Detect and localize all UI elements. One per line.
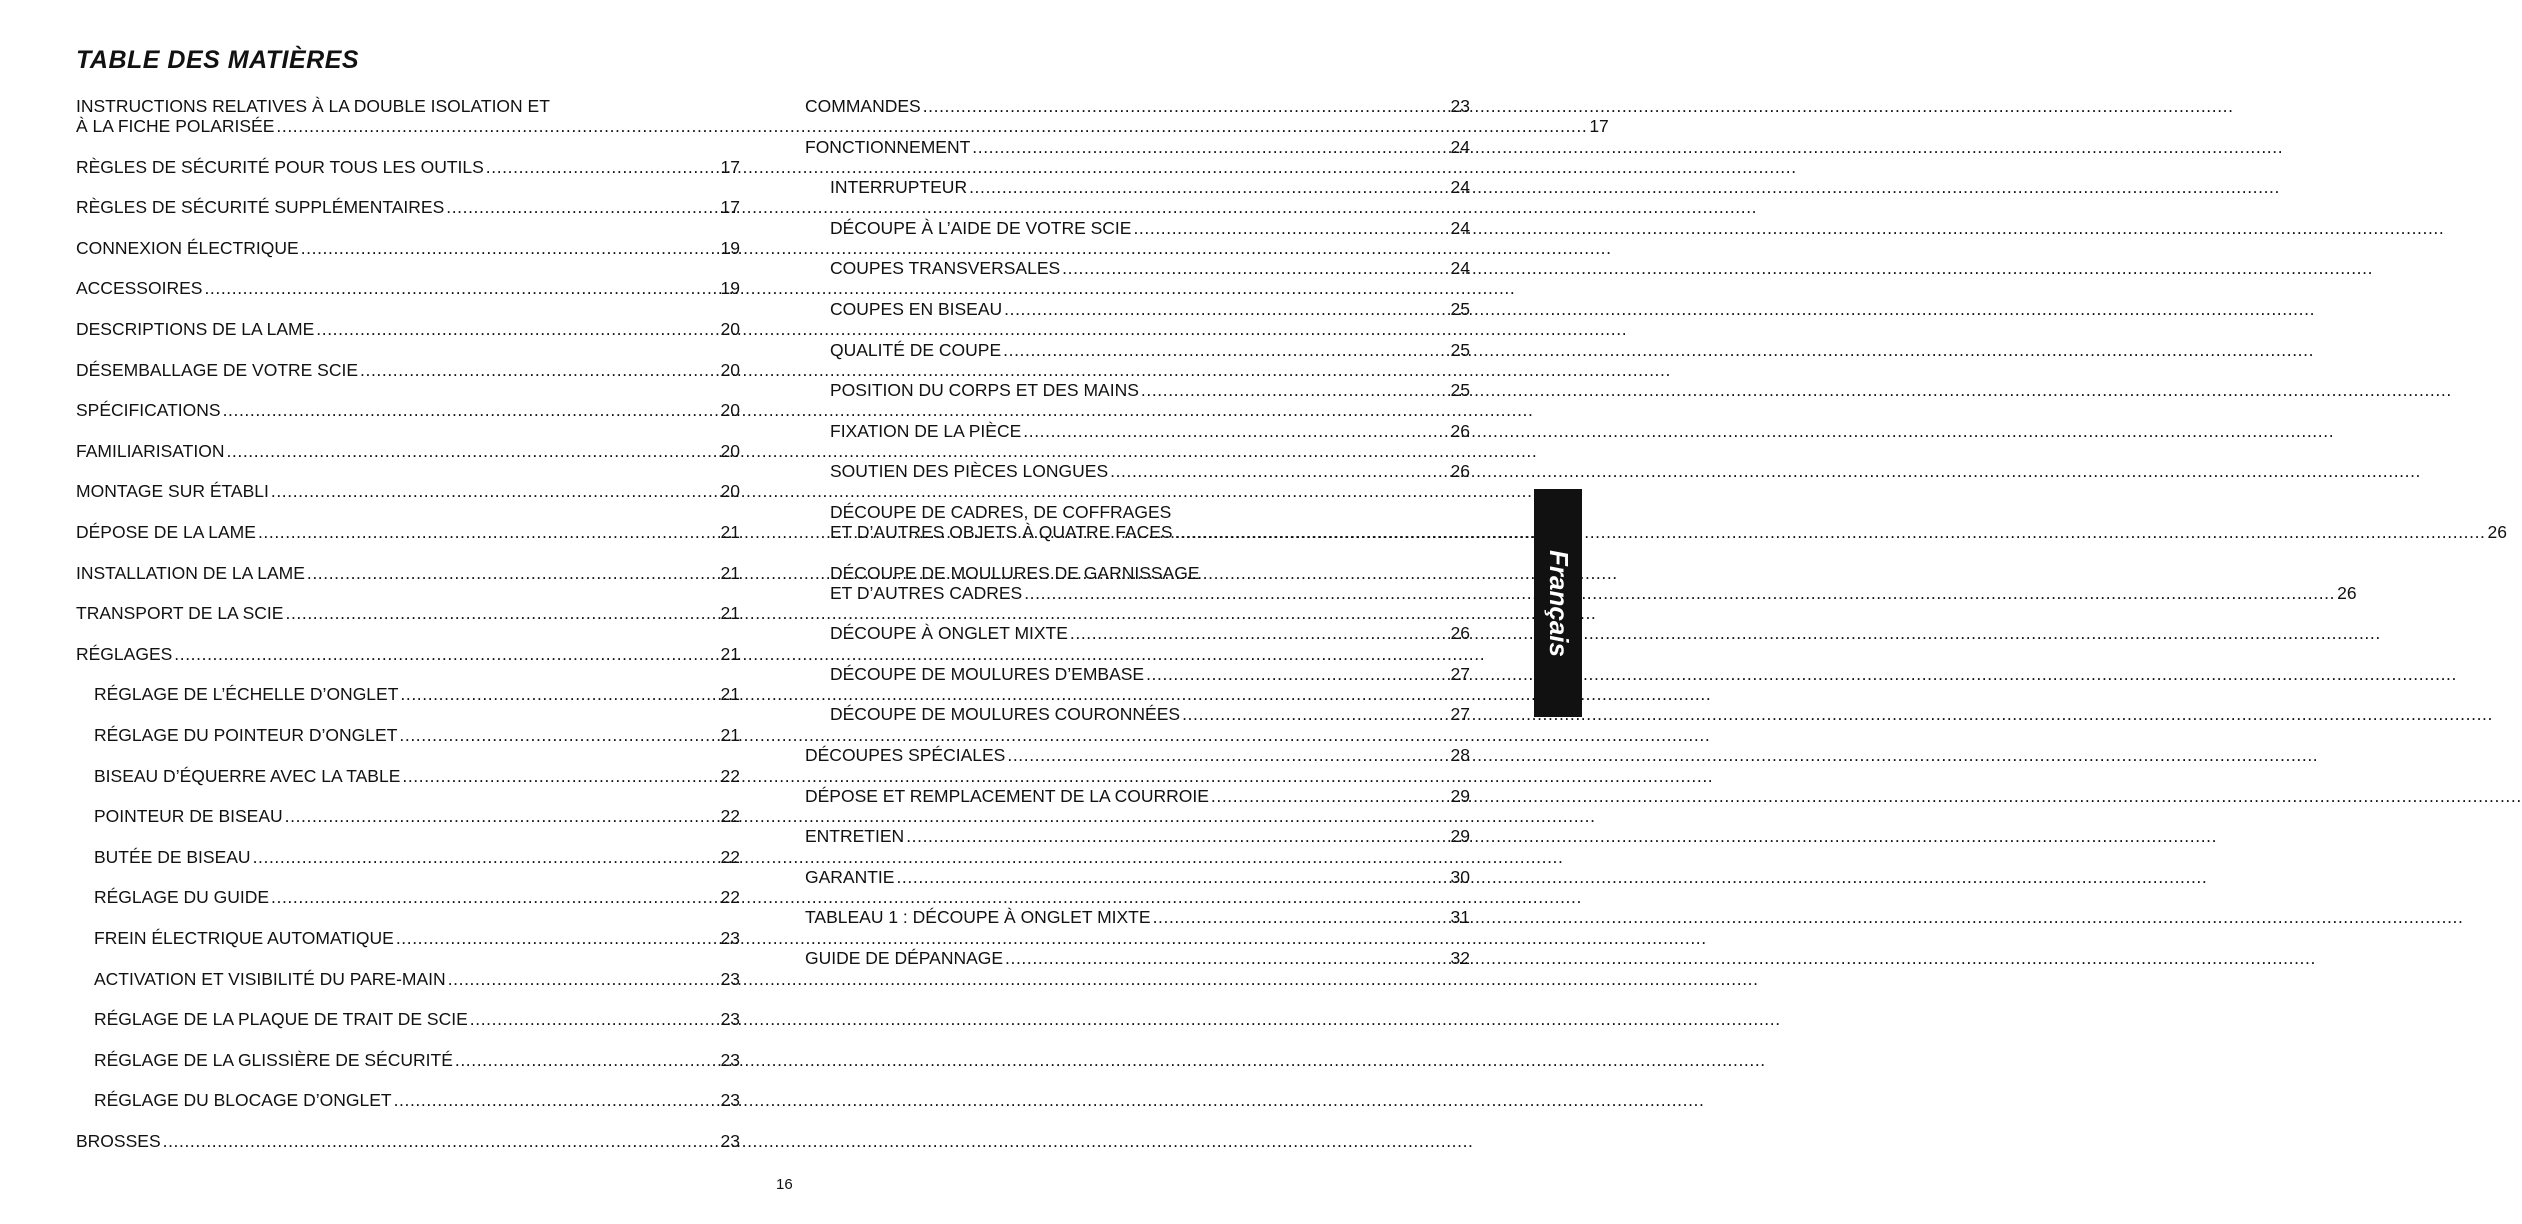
toc-entry-page: 23: [720, 1009, 740, 1030]
toc-entry-label: FREIN ÉLECTRIQUE AUTOMATIQUE: [94, 928, 394, 948]
toc-entry-page: 21: [720, 603, 740, 624]
dot-leader: [1007, 745, 1448, 765]
toc-entry[interactable]: [76, 319, 740, 339]
toc-entry[interactable]: [830, 380, 1470, 400]
dot-leader: [448, 969, 719, 989]
toc-entry[interactable]: [805, 745, 1470, 765]
toc-entry-page: 20: [720, 400, 740, 421]
dot-leader: [1024, 583, 2335, 603]
dot-leader: [271, 481, 719, 501]
toc-entry-page: 20: [720, 481, 740, 502]
toc-entry-page: 27: [1450, 663, 1470, 684]
dot-leader: [271, 887, 718, 907]
dot-leader: [307, 563, 719, 583]
dot-leader: [906, 826, 1448, 846]
toc-entry[interactable]: [94, 725, 740, 745]
dot-leader: [486, 157, 719, 177]
toc-entry-page: 23: [720, 968, 740, 989]
dot-leader: [285, 806, 719, 826]
dot-leader: [223, 400, 719, 420]
toc-entry[interactable]: [830, 664, 1470, 684]
toc-entry[interactable]: [94, 1090, 740, 1110]
toc-entry-page: 29: [1450, 826, 1470, 847]
dot-leader: [399, 725, 718, 745]
toc-entry[interactable]: [76, 603, 740, 623]
toc-entry[interactable]: [76, 563, 740, 583]
dot-leader: [1003, 340, 1448, 360]
toc-entry-label: BISEAU D’ÉQUERRE AVEC LA TABLE: [94, 765, 401, 786]
toc-entry-label: CONNEXION ÉLECTRIQUE: [76, 237, 299, 258]
toc-entry[interactable]: [94, 766, 740, 786]
toc-entry-label: RÉGLAGE DU POINTEUR D’ONGLET: [94, 725, 398, 745]
toc-entry-label: RÉGLAGES: [76, 643, 173, 664]
toc-entry[interactable]: [94, 847, 740, 867]
toc-entry[interactable]: [76, 644, 740, 664]
toc-entry-label: RÈGLES DE SÉCURITÉ POUR TOUS LES OUTILS: [76, 156, 484, 177]
dot-leader: [285, 603, 718, 623]
dot-leader: [1004, 299, 1448, 319]
toc-entry-label: COUPES EN BISEAU: [830, 299, 1003, 319]
toc-entry-page: 23: [720, 1090, 740, 1111]
toc-entry-label: INSTRUCTIONS RELATIVES À LA DOUBLE ISOLATION ET: [76, 96, 550, 116]
toc-entry[interactable]: [94, 1050, 740, 1070]
toc-entry[interactable]: [76, 360, 740, 380]
toc-entry-label: TRANSPORT DE LA SCIE: [76, 603, 284, 624]
toc-entry-label: ET D’AUTRES OBJETS À QUATRE FACES: [830, 522, 1173, 542]
toc-entry-page: 19: [720, 237, 740, 258]
toc-entry-page: 24: [1450, 136, 1470, 157]
toc-entry[interactable]: [805, 137, 1470, 157]
toc-entry-label: COMMANDES: [805, 96, 921, 116]
toc-entry-page: 30: [1450, 866, 1470, 887]
toc-entry-label: RÈGLES DE SÉCURITÉ SUPPLÉMENTAIRES: [76, 197, 445, 218]
dot-leader: [969, 177, 1448, 197]
toc-entry[interactable]: [76, 522, 740, 542]
toc-entry-label: DESCRIPTIONS DE LA LAME: [76, 319, 315, 339]
toc-entry-label: MONTAGE SUR ÉTABLI: [76, 481, 269, 502]
dot-leader: [1211, 786, 1449, 806]
toc-entry-label: QUALITÉ DE COUPE: [830, 339, 1002, 360]
toc-entry[interactable]: [830, 623, 1470, 643]
toc-entry-page: 22: [720, 765, 740, 786]
toc-entry-label: INTERRUPTEUR: [830, 177, 968, 198]
language-tab-label: Français: [1543, 549, 1574, 657]
toc-entry[interactable]: [805, 948, 1470, 968]
toc-entry-page: 21: [720, 725, 740, 745]
page-title: TABLE DES MATIÈRES: [76, 46, 360, 74]
toc-entry[interactable]: [76, 157, 740, 177]
toc-entry[interactable]: [830, 562, 2357, 603]
page-number: 16: [776, 1176, 793, 1193]
toc-entry[interactable]: [805, 96, 1470, 116]
toc-entry[interactable]: [830, 502, 2507, 542]
language-tab: [1534, 489, 1582, 717]
dot-leader: [972, 137, 1448, 157]
toc-entry[interactable]: [94, 806, 740, 826]
dot-leader: [174, 644, 718, 664]
toc-entry-page: 17: [720, 197, 740, 218]
dot-leader: [258, 522, 719, 542]
toc-entry-label: DÉCOUPE À L’AIDE DE VOTRE SCIE: [830, 217, 1132, 238]
toc-entry[interactable]: [94, 969, 740, 989]
toc-entry-page: 23: [720, 928, 740, 948]
dot-leader: [1141, 380, 1449, 400]
toc-entry[interactable]: [94, 1009, 740, 1029]
toc-entry-page: 20: [720, 319, 740, 339]
dot-leader: [402, 766, 718, 786]
dot-leader: [394, 1090, 719, 1110]
toc-entry-page: 22: [720, 846, 740, 867]
toc-entry-label: DÉCOUPE DE CADRES, DE COFFRAGES: [830, 502, 1172, 522]
dot-leader: [1062, 258, 1448, 278]
toc-entry-label: DÉCOUPE DE MOULURES DE GARNISSAGE: [830, 562, 1200, 583]
toc-entry-page: 24: [1450, 177, 1470, 198]
toc-entry-page: 19: [720, 278, 740, 299]
toc-entry[interactable]: [94, 928, 740, 948]
dot-leader: [316, 319, 718, 339]
toc-entry-label: ACCESSOIRES: [76, 278, 203, 299]
toc-entry-page: 23: [720, 1131, 740, 1151]
toc-entry[interactable]: [830, 340, 1470, 360]
toc-entry[interactable]: [805, 907, 1470, 927]
toc-entry-label: BROSSES: [76, 1131, 161, 1151]
toc-entry-page: 27: [1450, 704, 1470, 725]
dot-leader: [400, 684, 718, 704]
toc-entry-page: 21: [720, 643, 740, 664]
dot-leader: [360, 360, 719, 380]
toc-entry-label: ENTRETIEN: [805, 826, 905, 847]
toc-entry[interactable]: [76, 238, 740, 258]
toc-entry-page: 20: [720, 440, 740, 461]
toc-entry-page: 23: [1450, 96, 1470, 116]
toc-entry-label: TABLEAU 1 : DÉCOUPE À ONGLET MIXTE: [805, 907, 1151, 928]
toc-entry[interactable]: [76, 1131, 740, 1151]
toc-entry-page: 32: [1450, 948, 1470, 968]
dot-leader: [301, 238, 719, 258]
dot-leader: [1133, 218, 1448, 238]
toc-entry-label: DÉPOSE ET REMPLACEMENT DE LA COURROIE: [805, 785, 1209, 806]
toc-entry-page: 21: [720, 522, 740, 542]
toc-entry-label: FAMILIARISATION: [76, 440, 225, 461]
toc-entry[interactable]: [805, 826, 1470, 846]
toc-entry-label: GARANTIE: [805, 866, 895, 887]
dot-leader: [226, 441, 718, 461]
toc-entry-page: 25: [1450, 299, 1470, 319]
toc-entry[interactable]: [830, 461, 1470, 481]
toc-entry-label: BUTÉE DE BISEAU: [94, 846, 251, 867]
toc-entry-page: 28: [1450, 745, 1470, 765]
toc-entry-page: 17: [720, 156, 740, 177]
toc-entry-page: 21: [720, 684, 740, 705]
toc-entry[interactable]: [830, 177, 1470, 197]
toc-entry[interactable]: [94, 887, 740, 907]
toc-entry-label: FONCTIONNEMENT: [805, 136, 971, 157]
dot-leader: [470, 1009, 719, 1029]
toc-entry-page: 24: [1450, 217, 1470, 238]
dot-leader: [1146, 664, 1448, 684]
toc-entry-label: DÉSEMBALLAGE DE VOTRE SCIE: [76, 359, 359, 380]
toc-entry-label: SOUTIEN DES PIÈCES LONGUES: [830, 461, 1109, 482]
toc-entry-label: ET D’AUTRES CADRES: [830, 582, 1023, 603]
toc-entry-page: 26: [1450, 623, 1470, 644]
toc-entry[interactable]: [76, 197, 740, 217]
toc-entry-page: 23: [720, 1049, 740, 1070]
toc-entry[interactable]: [830, 218, 1470, 238]
toc-entry-label: RÉGLAGE DU GUIDE: [94, 887, 270, 908]
toc-entry[interactable]: [805, 867, 1470, 887]
toc-entry-label: INSTALLATION DE LA LAME: [76, 562, 305, 583]
toc-entry-page: 26: [1450, 420, 1470, 441]
dot-leader: [204, 278, 718, 298]
toc-entry[interactable]: [830, 421, 1470, 441]
toc-entry-page: 25: [1450, 380, 1470, 401]
dot-leader: [446, 197, 718, 217]
toc-entry-label: COUPES TRANSVERSALES: [830, 258, 1061, 279]
dot-leader: [923, 96, 1449, 116]
dot-leader: [1005, 948, 1448, 968]
toc-entry[interactable]: [805, 786, 1470, 806]
toc-entry-page: 22: [720, 887, 740, 908]
toc-entry-page: 20: [720, 359, 740, 380]
dot-leader: [1110, 461, 1448, 481]
dot-leader: [1175, 522, 2486, 542]
toc-entry-page: 26: [2487, 522, 2507, 542]
toc-entry-page: 24: [1450, 258, 1470, 279]
toc-entry-label: FIXATION DE LA PIÈCE: [830, 420, 1022, 441]
toc-entry-label: RÉGLAGE DE LA GLISSIÈRE DE SÉCURITÉ: [94, 1049, 453, 1070]
dot-leader: [253, 847, 719, 867]
toc-entry-page: 21: [720, 562, 740, 583]
toc-entry-label: SPÉCIFICATIONS: [76, 400, 221, 421]
toc-entry-label: RÉGLAGE DE LA PLAQUE DE TRAIT DE SCIE: [94, 1009, 468, 1030]
toc-entry-label: POSITION DU CORPS ET DES MAINS: [830, 380, 1139, 401]
toc-entry-page: 29: [1450, 785, 1470, 806]
toc-entry-label: DÉPOSE DE LA LAME: [76, 522, 256, 542]
toc-entry-label: ACTIVATION ET VISIBILITÉ DU PARE-MAIN: [94, 968, 446, 989]
dot-leader: [1153, 907, 1449, 927]
toc-entry[interactable]: [76, 441, 740, 461]
toc-entry-label: POINTEUR DE BISEAU: [94, 806, 283, 827]
dot-leader: [276, 116, 1587, 136]
toc-entry-page: 26: [2337, 582, 2357, 603]
toc-entry[interactable]: [76, 278, 740, 298]
toc-entry-page: 31: [1450, 907, 1470, 928]
dot-leader: [1070, 623, 1449, 643]
toc-entry-label: RÉGLAGE DU BLOCAGE D’ONGLET: [94, 1090, 392, 1111]
toc-entry[interactable]: [830, 299, 1470, 319]
toc-entry-label: À LA FICHE POLARISÉE: [76, 116, 275, 136]
toc-entry-label: DÉCOUPE DE MOULURES D’EMBASE: [830, 663, 1145, 684]
dot-leader: [455, 1050, 719, 1070]
toc-entry-label: DÉCOUPES SPÉCIALES: [805, 745, 1006, 765]
dot-leader: [1023, 421, 1448, 441]
toc-entry-label: RÉGLAGE DE L’ÉCHELLE D’ONGLET: [94, 684, 399, 705]
toc-entry[interactable]: [830, 704, 1470, 724]
toc-entry-page: 17: [1589, 116, 1609, 136]
toc-entry-label: DÉCOUPE À ONGLET MIXTE: [830, 623, 1068, 644]
toc-entry[interactable]: [76, 400, 740, 420]
toc-entry-page: 26: [1450, 461, 1470, 482]
dot-leader: [896, 867, 1448, 887]
toc-entry-label: GUIDE DE DÉPANNAGE: [805, 948, 1004, 968]
toc-entry-page: 22: [720, 806, 740, 827]
dot-leader: [1182, 704, 1448, 724]
toc-entry[interactable]: [94, 684, 740, 704]
toc-entry[interactable]: [76, 481, 740, 501]
toc-entry-page: 25: [1450, 339, 1470, 360]
dot-leader: [396, 928, 719, 948]
dot-leader: [163, 1131, 719, 1151]
toc-entry[interactable]: [830, 258, 1470, 278]
toc-entry-label: DÉCOUPE DE MOULURES COURONNÉES: [830, 704, 1181, 725]
